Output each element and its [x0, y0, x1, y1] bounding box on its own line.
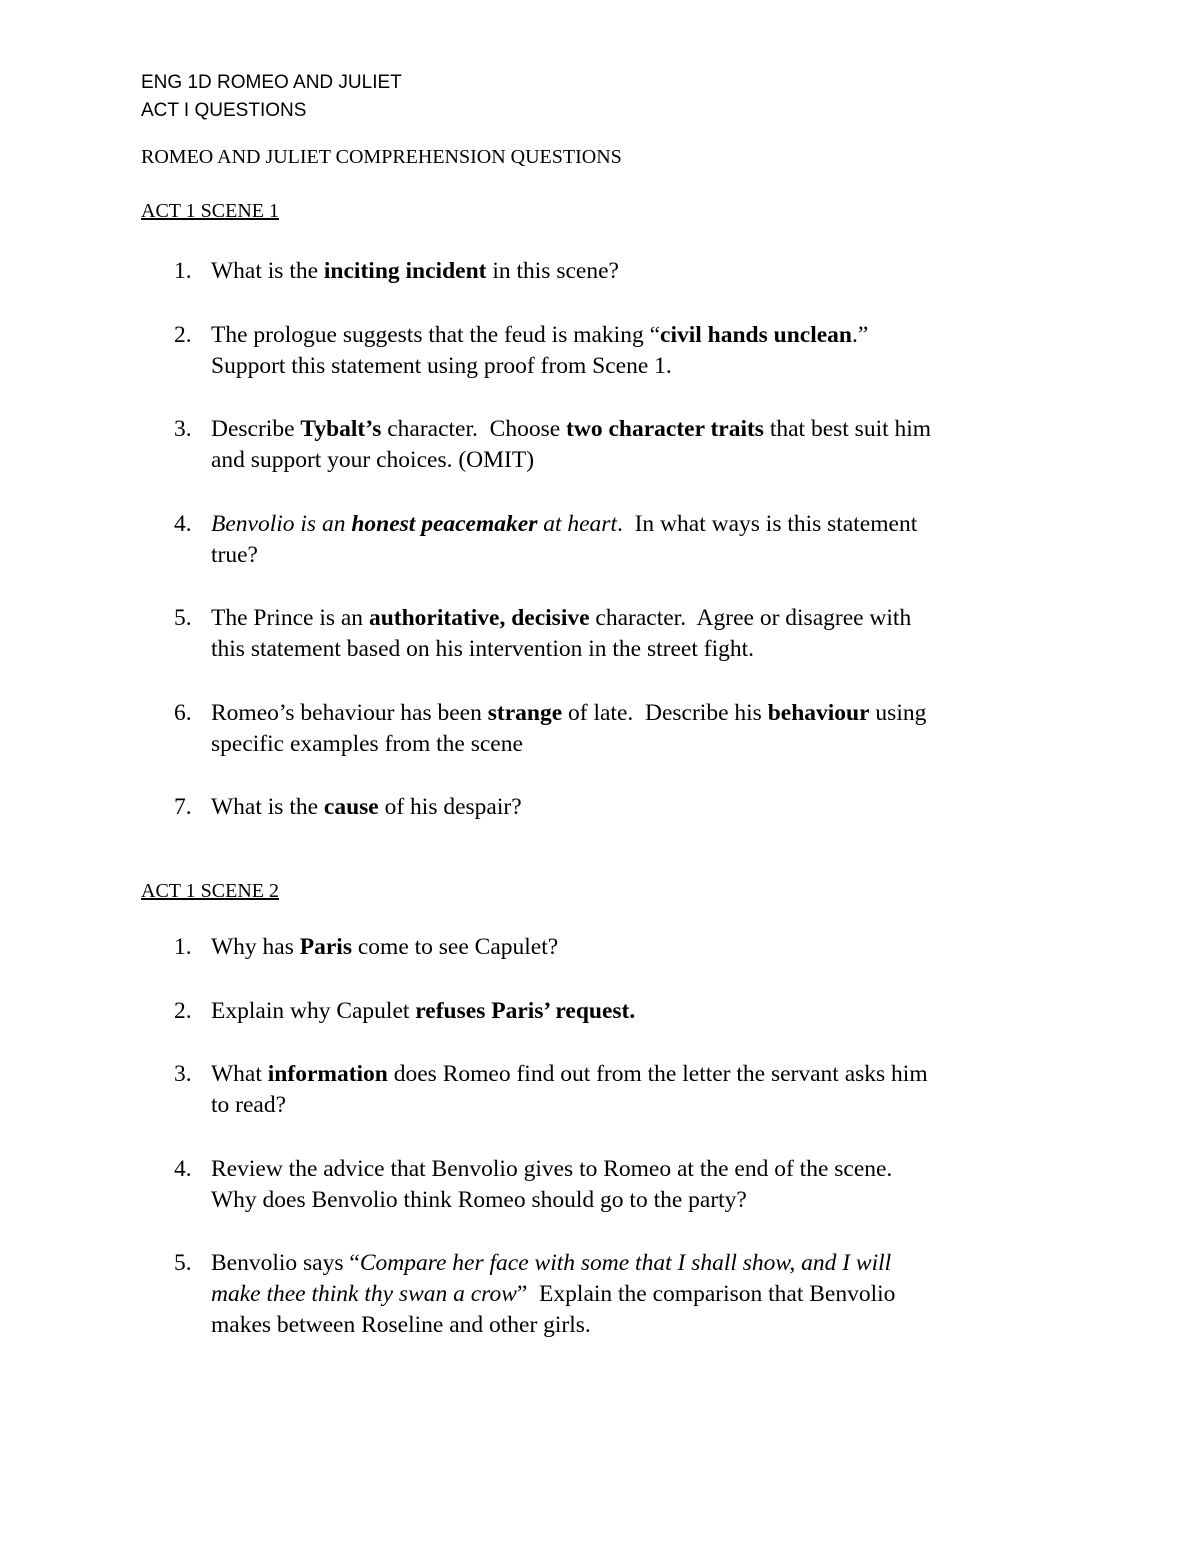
question-line [211, 256, 1091, 287]
question-text-segment: this statement based on his intervention in the street fight. [211, 636, 755, 662]
question-line [211, 445, 1091, 476]
emphasis-text: Tybalt’s [300, 416, 382, 442]
question-text-segment: Romeo’s behaviour has been [211, 700, 488, 726]
question-text [211, 603, 1091, 665]
act-header: ACT I QUESTIONS [141, 100, 307, 121]
question-line [211, 414, 1091, 445]
question-text-segment: The prologue suggests that the feud is making “ [211, 322, 661, 348]
scene1-question-7 [174, 792, 1074, 823]
question-text [211, 414, 1091, 476]
question-text [211, 932, 1091, 963]
scene2-question-5 [174, 1248, 1074, 1341]
emphasis-text: authoritative, decisive [368, 605, 590, 631]
question-text-segment: of his despair? [378, 794, 522, 820]
question-text [211, 698, 1091, 760]
scene2-question-1 [174, 932, 1074, 963]
scene1-heading: ACT 1 SCENE 1 [141, 200, 279, 222]
question-line [211, 932, 1091, 963]
question-text-segment: come to see Capulet? [351, 934, 559, 960]
question-text [211, 792, 1091, 823]
question-number: 4. [174, 1156, 192, 1182]
question-line [211, 1154, 1091, 1185]
question-text [211, 1154, 1091, 1216]
question-line [211, 1185, 1091, 1216]
question-line [211, 698, 1091, 729]
emphasis-text: refuses Paris’ request. [415, 998, 636, 1024]
question-text-segment: specific examples from the scene [211, 731, 523, 757]
emphasis-text: cause [323, 794, 379, 820]
question-text-segment: makes between Roseline and other girls. [211, 1312, 591, 1338]
scene1-question-4 [174, 509, 1074, 571]
question-text-segment: Why does Benvolio think Romeo should go to the party? [211, 1187, 747, 1213]
question-text-segment: Why has [211, 934, 300, 960]
question-text-segment: What is the [211, 258, 324, 284]
question-number: 5. [174, 605, 192, 631]
question-text-segment: of late. Describe his [562, 700, 768, 726]
question-line [211, 996, 1091, 1027]
emphasis-text: information [267, 1061, 388, 1087]
scene1-question-5 [174, 603, 1074, 665]
scene2-question-4 [174, 1154, 1074, 1216]
question-number: 1. [174, 258, 192, 284]
question-line [211, 603, 1091, 634]
scene1-question-2 [174, 320, 1074, 382]
emphasis-text: Paris [299, 934, 352, 960]
question-number: 2. [174, 322, 192, 348]
emphasis-text: civil hands unclean [660, 322, 852, 348]
question-number: 3. [174, 416, 192, 442]
question-number: 3. [174, 1061, 192, 1087]
question-text-segment: does Romeo find out from the letter the servant asks him [387, 1061, 928, 1087]
question-text-segment: character. Choose [381, 416, 567, 442]
question-number: 1. [174, 934, 192, 960]
question-text-segment: Compare her face with some that I shall show, and I will [359, 1250, 892, 1276]
question-text-segment: Describe [211, 416, 301, 442]
question-text-segment: character. Agree or disagree with [589, 605, 912, 631]
question-text-segment: and support your choices. (OMIT) [211, 447, 535, 473]
question-text-segment: Benvolio is an [211, 511, 352, 537]
question-line [211, 320, 1091, 351]
question-text [211, 1059, 1091, 1121]
question-text [211, 320, 1091, 382]
question-text-segment: ” Explain the comparison that Benvolio [516, 1281, 896, 1307]
emphasis-text: honest peacemaker [351, 511, 538, 537]
question-text-segment: at heart [537, 511, 617, 537]
question-text-segment: to read? [211, 1092, 287, 1118]
course-header: ENG 1D ROMEO AND JULIET [141, 72, 402, 93]
scene2-heading: ACT 1 SCENE 2 [141, 880, 279, 902]
question-text [211, 996, 1091, 1027]
question-line [211, 1279, 1091, 1310]
emphasis-text: behaviour [767, 700, 870, 726]
question-line [211, 634, 1091, 665]
question-number: 4. [174, 511, 192, 537]
question-text-segment: Support this statement using proof from Scene 1. [211, 353, 672, 379]
question-text-segment: Benvolio says “ [211, 1250, 360, 1276]
question-number: 2. [174, 998, 192, 1024]
scene1-question-3 [174, 414, 1074, 476]
question-text-segment: What is the [211, 794, 324, 820]
scene2-question-3 [174, 1059, 1074, 1121]
question-text-segment: make thee think thy swan a crow [211, 1281, 517, 1307]
emphasis-text: inciting incident [323, 258, 487, 284]
emphasis-text: strange [487, 700, 563, 726]
question-text-segment: . In what ways is this statement [616, 511, 918, 537]
scene2-question-2 [174, 996, 1074, 1027]
question-text-segment: that best suit him [763, 416, 932, 442]
question-text-segment: Review the advice that Benvolio gives to Romeo at the end of the scene. [211, 1156, 893, 1182]
question-line [211, 1059, 1091, 1090]
scene1-question-1 [174, 256, 1074, 287]
question-number: 7. [174, 794, 192, 820]
question-text-segment: Explain why Capulet [211, 998, 416, 1024]
question-text-segment: What [211, 1061, 268, 1087]
question-text [211, 256, 1091, 287]
question-text [211, 509, 1091, 571]
question-text-segment: The Prince is an [211, 605, 369, 631]
question-line [211, 540, 1091, 571]
question-line [211, 509, 1091, 540]
question-text-segment: using [869, 700, 927, 726]
question-line [211, 1310, 1091, 1341]
question-line [211, 1090, 1091, 1121]
question-line [211, 729, 1091, 760]
question-number: 5. [174, 1250, 192, 1276]
emphasis-text: two character traits [566, 416, 764, 442]
scene1-question-6 [174, 698, 1074, 760]
question-text-segment: .” [852, 322, 869, 348]
question-text [211, 1248, 1091, 1341]
question-line [211, 351, 1091, 382]
question-line [211, 792, 1091, 823]
question-text-segment: in this scene? [486, 258, 619, 284]
question-text-segment: true? [211, 542, 258, 568]
document-title: ROMEO AND JULIET COMPREHENSION QUESTIONS [141, 146, 622, 168]
question-line [211, 1248, 1091, 1279]
question-number: 6. [174, 700, 192, 726]
